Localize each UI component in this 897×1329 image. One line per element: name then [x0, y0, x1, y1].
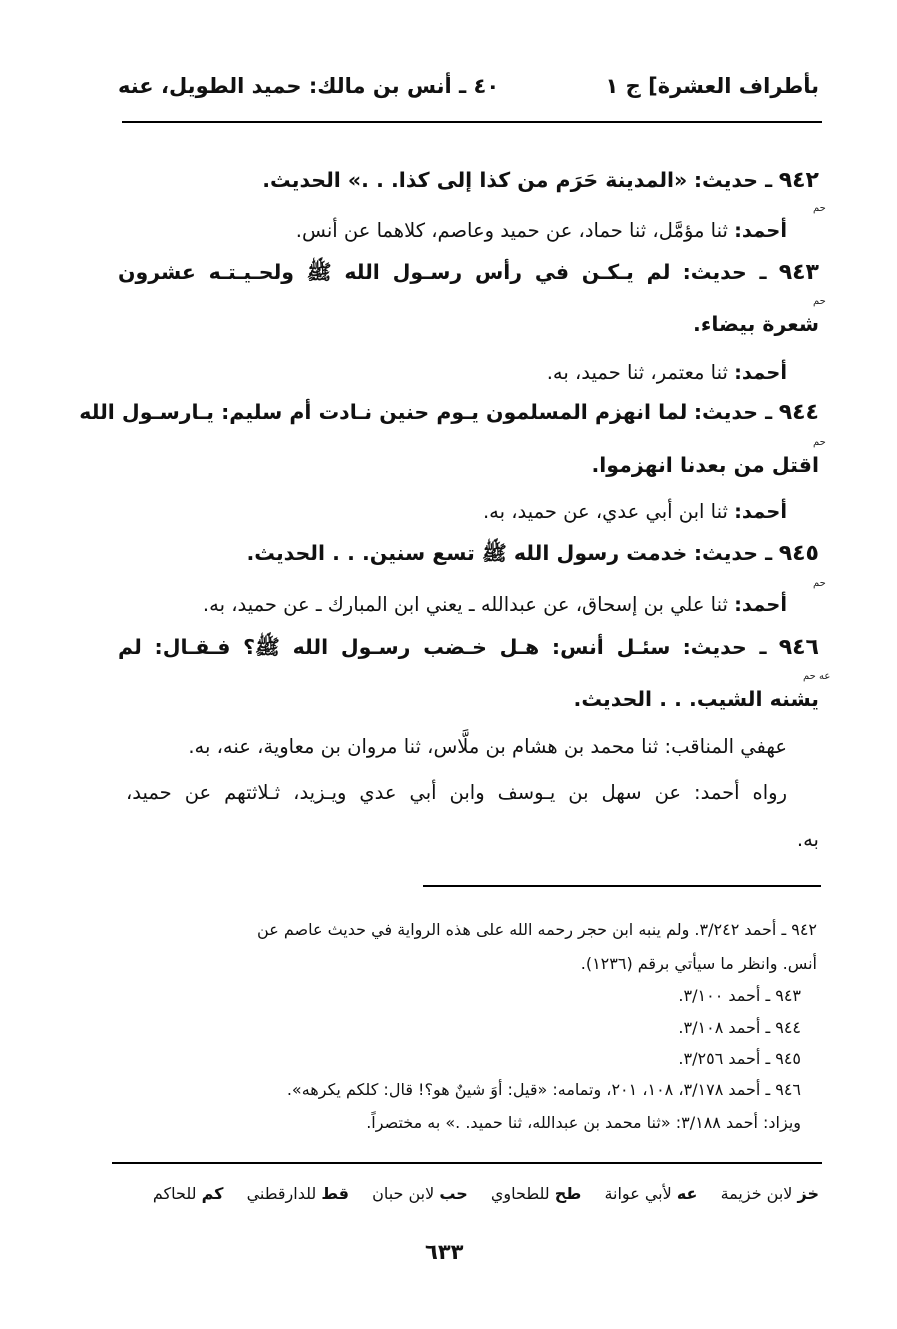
hadith-label: ـ حديث: — [693, 400, 773, 424]
source-label: أحمد: — [734, 361, 787, 384]
abbreviations-rule — [112, 1162, 822, 1164]
hadith-label: ـ حديث: — [682, 260, 767, 284]
footnote-rule — [423, 885, 821, 887]
hadith-text: لما انهزم المسلمون يـوم حنين نـادت أم سليم: يـارسـول الله — [79, 400, 688, 424]
sigla-mark: حم — [813, 203, 826, 214]
source-line: به. — [796, 828, 819, 851]
source-text: ثنا مؤمَّل، ثنا حماد، عن حميد وعاصم، كلاهما عن أنس. — [295, 219, 728, 242]
source-text: ثنا ابن أبي عدي، عن حميد، به. — [482, 500, 728, 523]
hadith-number: ٩٤٣ — [778, 260, 819, 285]
hadith-text-continued: يشنه الشيب. . . الحديث. — [573, 687, 819, 711]
source-line: عهفي المناقب: ثنا محمد بن هشام بن ملَّاس، ثنا مروان بن معاوية، عنه، به. — [188, 735, 787, 758]
abbreviation-item: عه لأبي عوانة — [604, 1184, 698, 1203]
sigla-mark: عه حم — [803, 671, 831, 682]
footnote: ٩٤٣ ـ أحمد ٣/١٠٠. — [678, 986, 801, 1005]
source-line — [203, 593, 787, 616]
sigla-mark: حم — [813, 437, 826, 448]
hadith-number: ٩٤٥ — [778, 541, 819, 566]
source-line — [547, 361, 787, 384]
hadith-946 — [118, 637, 819, 659]
footnote: ويزاد: أحمد ٣/١٨٨: «ثنا محمد بن عبدالله، ثنا حميد. .» به مختصراً. — [366, 1113, 801, 1132]
source-line: رواه أحمد: عن سهل بن يـوسف وابن أبي عدي ويـزيد، ثـلاثتهم عن حميد، — [126, 781, 787, 804]
page-number: ٦٣٣ — [425, 1240, 464, 1264]
source-text: ثنا معتمر، ثنا حميد، به. — [546, 361, 728, 384]
abbreviation-item: خز لابن خزيمة — [720, 1184, 819, 1203]
hadith-label: ـ حديث: — [693, 168, 773, 192]
hadith-text-continued: اقتل من بعدنا انهزموا. — [591, 453, 819, 477]
source-label: أحمد: — [734, 500, 787, 523]
footnote: أنس. وانظر ما سيأتي برقم (١٢٣٦). — [580, 954, 817, 973]
hadith-944 — [79, 400, 819, 425]
source-text: ثنا علي بن إسحاق، عن عبدالله ـ يعني ابن المبارك ـ عن حميد، به. — [202, 593, 728, 616]
hadith-text: «المدينة حَرَم من كذا إلى كذا. . .» الحديث. — [262, 168, 688, 192]
hadith-text: سئـل أنس: هـل خـضب رسـول الله ﷺ؟ فـقـال: لم — [118, 635, 671, 659]
hadith-number: ٩٤٢ — [778, 168, 819, 193]
hadith-label: ـ حديث: — [682, 635, 767, 659]
footnote: ٩٤٤ ـ أحمد ٣/١٠٨. — [678, 1018, 801, 1037]
abbreviation-item: كم للحاكم — [152, 1184, 224, 1203]
book-title: بأطراف العشرة] ج ١ — [605, 74, 819, 98]
abbreviation-item: طح للطحاوي — [490, 1184, 582, 1203]
hadith-943 — [118, 262, 819, 284]
footnote: ٩٤٢ ـ أحمد ٣/٢٤٢. ولم ينبه ابن حجر رحمه الله على هذه الرواية في حديث عاصم عن — [257, 920, 817, 939]
sigla-mark: حم — [813, 296, 826, 307]
source-label: أحمد: — [734, 219, 787, 242]
hadith-number: ٩٤٤ — [778, 400, 819, 425]
abbreviation-item: حب لابن حبان — [372, 1184, 468, 1203]
footnote: ٩٤٥ ـ أحمد ٣/٢٥٦. — [678, 1049, 801, 1068]
hadith-label: ـ حديث: — [693, 541, 773, 565]
hadith-text: خدمت رسول الله ﷺ تسع سنين. . . الحديث. — [246, 541, 688, 565]
sigla-mark: حم — [813, 578, 826, 589]
hadith-text-continued: شعرة بيضاء. — [693, 312, 819, 336]
abbreviations-key — [135, 1184, 819, 1203]
source-line — [296, 219, 787, 242]
section-title: ٤٠ ـ أنس بن مالك: حميد الطويل، عنه — [118, 74, 500, 98]
hadith-number: ٩٤٦ — [778, 635, 819, 660]
header-rule — [122, 121, 822, 123]
footnote: ٩٤٦ ـ أحمد ٣/١٧٨، ١٠٨، ٢٠١، وتمامه: «قيل: أوَ شينٌ هو؟! قال: كلكم يكرهه». — [286, 1080, 801, 1099]
hadith-text: لم يـكـن في رأس رسـول الله ﷺ ولحـيـتـه عشرون — [118, 260, 671, 284]
source-label: أحمد: — [734, 593, 787, 616]
abbreviation-item: قط للدارقطني — [246, 1184, 349, 1203]
running-header — [118, 74, 819, 114]
hadith-942 — [262, 170, 819, 192]
hadith-945 — [246, 543, 819, 565]
source-line — [483, 500, 787, 523]
